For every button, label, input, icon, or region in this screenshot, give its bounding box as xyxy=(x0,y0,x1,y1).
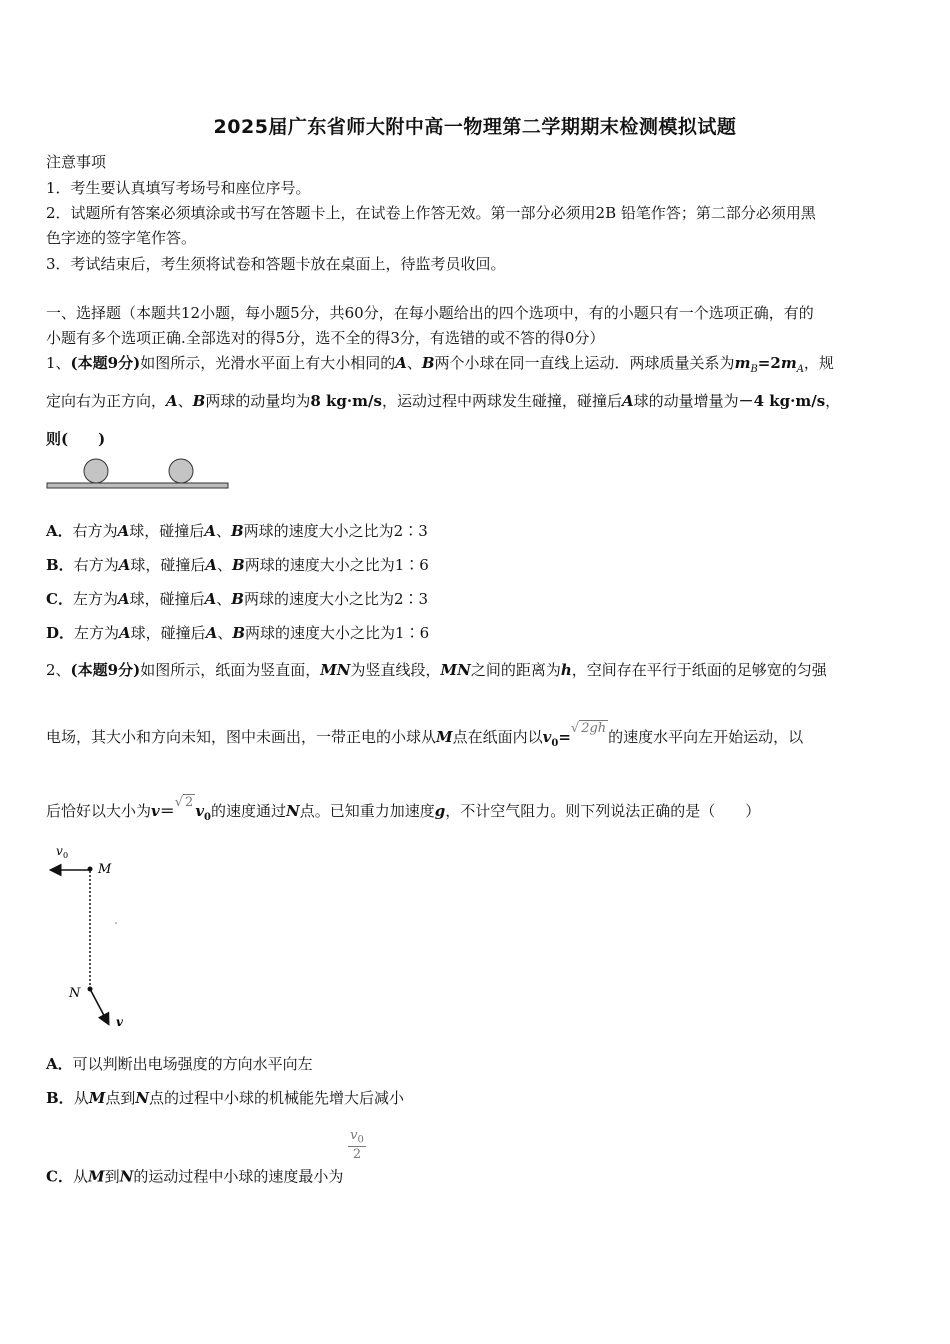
point-m: M xyxy=(87,1167,105,1186)
distance-h: h xyxy=(560,661,572,679)
ball-b-label: B xyxy=(232,556,245,574)
v0-label-sub: 0 xyxy=(63,851,69,860)
mass-a: m xyxy=(780,354,797,372)
q2-stem-line2 xyxy=(46,721,908,749)
option-label: A． xyxy=(46,1055,73,1073)
point-n: N xyxy=(286,802,300,820)
point-n: N xyxy=(135,1089,150,1107)
ball-b-label: B xyxy=(232,624,246,642)
q1-text: 两个小球在同一直线上运动．两球质量关系为 xyxy=(434,354,735,372)
option-text: 球，碰撞后 xyxy=(130,556,206,574)
fraction-numerator xyxy=(348,1128,366,1147)
q2-text: 的速度水平向左开始运动，以 xyxy=(608,728,804,746)
numerator-symbol: v xyxy=(350,1128,358,1143)
mass-eq: =2 xyxy=(757,354,781,372)
v0-sub: 0 xyxy=(551,738,559,749)
q1-stem-line2 xyxy=(46,390,908,411)
sqrt-radicand: 2gh xyxy=(581,721,607,736)
q2-option-c[interactable] xyxy=(46,1128,908,1187)
q2-figure xyxy=(46,840,166,1035)
section-header-line1: 一、选择题（本题共12小题，每小题5分，共60分，在每小题给出的四个选项中，有的小题只有一个选项正确，有的 xyxy=(46,304,814,322)
option-label: D． xyxy=(46,624,75,642)
sqrt-2gh: √ 2gh xyxy=(570,721,607,736)
momentum-change: －4 kg·m/s xyxy=(738,392,826,410)
q1-stem-line3: 则( ) xyxy=(46,430,106,448)
ball-a-label: A xyxy=(205,624,218,642)
option-text: 可以判断出电场强度的方向水平向左 xyxy=(72,1055,313,1073)
option-text: 球，碰撞后 xyxy=(129,590,205,608)
point-m-dot xyxy=(88,867,93,872)
q1-text: 球的动量增量为 xyxy=(633,392,739,410)
ball-a-label: A xyxy=(119,624,131,642)
option-sep: 、 xyxy=(215,522,231,540)
option-text: 右方为 xyxy=(72,522,118,540)
option-text: 右方为 xyxy=(73,556,119,574)
option-text: 点到 xyxy=(105,1089,136,1107)
option-sep: 、 xyxy=(216,590,232,608)
option-label: A． xyxy=(46,522,73,540)
ball-a-label: A xyxy=(395,354,407,372)
option-text: 从 xyxy=(73,1089,89,1107)
segment-mn: MN xyxy=(320,661,351,679)
q1-text: ，规 xyxy=(803,354,834,372)
equals: = xyxy=(558,728,571,746)
q1-option-a[interactable] xyxy=(46,520,908,541)
q1-figure xyxy=(46,456,231,492)
q2-score: (本题9分) xyxy=(70,661,141,679)
option-text: 左方为 xyxy=(74,624,120,642)
ball-a-label: A xyxy=(621,392,634,410)
n-label: N xyxy=(69,986,81,1001)
point-m: M xyxy=(88,1089,106,1107)
gravity-g: g xyxy=(434,802,446,820)
ball-a-label: A xyxy=(204,522,216,540)
q2-text: 的速度通过 xyxy=(211,802,287,820)
option-text: 的运动过程中小球的速度最小为 xyxy=(133,1167,344,1186)
option-sep: 、 xyxy=(217,556,233,574)
option-text: 左方为 xyxy=(72,590,118,608)
ground-surface xyxy=(47,483,228,488)
mass-b: m xyxy=(734,354,751,372)
notice-item-2: 2．试题所有答案必须填涂或书写在答题卡上，在试卷上作答无效。第一部分必须用2B 铅笔作答；第二部分必须用黑 xyxy=(46,204,816,222)
q1-text: ，运动过程中两球发生碰撞，碰撞后 xyxy=(381,392,622,410)
ball-a-label: A xyxy=(205,556,217,574)
point-m: M xyxy=(436,728,453,746)
ball-b-label: B xyxy=(421,354,435,372)
equals: ＝ xyxy=(159,802,175,820)
q2-text: ，不计空气阻力。则下列说法正确的是（ ） xyxy=(445,802,761,820)
option-text: 球，碰撞后 xyxy=(129,522,205,540)
ball-a-label: A xyxy=(117,590,130,608)
q2-stem-line3 xyxy=(46,795,908,823)
option-text: 球，碰撞后 xyxy=(130,624,206,642)
ball-b-label: B xyxy=(230,522,244,540)
q2-text: 电场，其大小和方向未知，图中未画出，一带正电的小球从 xyxy=(46,728,437,746)
option-label: B． xyxy=(46,556,74,574)
q1-text: ， xyxy=(825,392,841,410)
q2-text: 后恰好以大小为 xyxy=(46,802,152,820)
option-text: 从 xyxy=(72,1167,88,1186)
v-label: v xyxy=(116,1015,123,1029)
ball-a-label: A xyxy=(118,556,131,574)
option-text: 到 xyxy=(104,1167,120,1186)
section-header-line2: 小题有多个选项正确.全部选对的得5分，选不全的得3分，有选错的或不答的得0分） xyxy=(46,329,605,347)
notice-heading: 注意事项 xyxy=(46,153,107,171)
q2-text: 点。已知重力加速度 xyxy=(299,802,435,820)
q2-text: 之间的距离为 xyxy=(470,661,561,679)
q1-option-b[interactable] xyxy=(46,554,908,575)
q1-stem-line1 xyxy=(46,352,908,375)
option-text: 点的过程中小球的机械能先增大后减小 xyxy=(149,1089,405,1107)
q1-text: 两球的动量均为 xyxy=(205,392,311,410)
notice-item-3: 3．考试结束后，考生须将试卷和答题卡放在桌面上，待监考员收回。 xyxy=(46,255,506,273)
sqrt-radicand: 2 xyxy=(185,795,194,810)
q1-sep: 、 xyxy=(406,354,422,372)
v0-label: v xyxy=(56,844,63,858)
ball-a-label: A xyxy=(166,392,178,410)
option-label: C． xyxy=(46,1167,73,1186)
ball-right xyxy=(169,459,193,483)
ball-a-label: A xyxy=(117,522,130,540)
option-text: 两球的速度大小之比为1∶6 xyxy=(244,556,429,574)
momentum-value: 8 kg·m/s xyxy=(310,392,382,410)
q2-text: ，空间存在平行于纸面的足够宽的匀强 xyxy=(571,661,827,679)
page-title: 2025届广东省师大附中高一物理第二学期期末检测模拟试题 xyxy=(213,116,737,138)
option-text: 两球的速度大小之比为2∶3 xyxy=(243,590,429,608)
option-sep: 、 xyxy=(217,624,233,642)
ball-a-label: A xyxy=(204,590,217,608)
q1-option-c[interactable] xyxy=(46,588,908,609)
q2-text: 点在纸面内以 xyxy=(452,728,543,746)
ball-left xyxy=(84,459,108,483)
v0-sub: 0 xyxy=(204,812,212,823)
q2-text: 如图所示，纸面为竖直面， xyxy=(140,661,321,679)
notice-item-1: 1．考生要认真填写考场号和座位序号。 xyxy=(46,179,311,197)
point-n: N xyxy=(119,1167,134,1186)
q2-option-b[interactable] xyxy=(46,1087,908,1108)
option-text: 两球的速度大小之比为2∶3 xyxy=(243,522,428,540)
mass-b-sub: B xyxy=(750,364,758,375)
v-symbol: v xyxy=(151,802,160,820)
q2-option-a[interactable] xyxy=(46,1053,908,1074)
segment-mn: MN xyxy=(440,661,471,679)
option-label: B． xyxy=(46,1089,74,1107)
q1-text: 如图所示，光滑水平面上有大小相同的 xyxy=(140,354,396,372)
option-text: 两球的速度大小之比为1∶6 xyxy=(245,624,430,642)
q2-text: 为竖直线段， xyxy=(350,661,441,679)
q1-option-d[interactable] xyxy=(46,622,908,643)
ball-b-label: B xyxy=(231,590,244,608)
numerator-sub: 0 xyxy=(357,1134,364,1146)
mass-a-sub: A xyxy=(796,364,804,375)
q1-text: 定向右为正方向， xyxy=(46,392,167,410)
q2-number: 2、 xyxy=(46,661,71,679)
stray-dot xyxy=(115,922,117,924)
v0-symbol: v xyxy=(195,802,205,820)
q1-score: (本题9分) xyxy=(70,354,141,372)
v-arrow xyxy=(90,989,108,1023)
option-label: C． xyxy=(46,590,73,608)
sqrt-2: √ 2 xyxy=(174,795,194,810)
q1-number: 1、 xyxy=(46,354,71,372)
ball-b-label: B xyxy=(192,392,206,410)
m-label: M xyxy=(98,862,112,877)
q1-sep: 、 xyxy=(177,392,193,410)
q2-stem-line1 xyxy=(46,659,908,680)
v0-symbol: v xyxy=(542,728,552,746)
notice-item-2-cont: 色字迹的签字笔作答。 xyxy=(46,229,197,247)
fraction-denominator: 2 xyxy=(352,1146,362,1162)
fraction-v0-over-2 xyxy=(348,1128,366,1162)
